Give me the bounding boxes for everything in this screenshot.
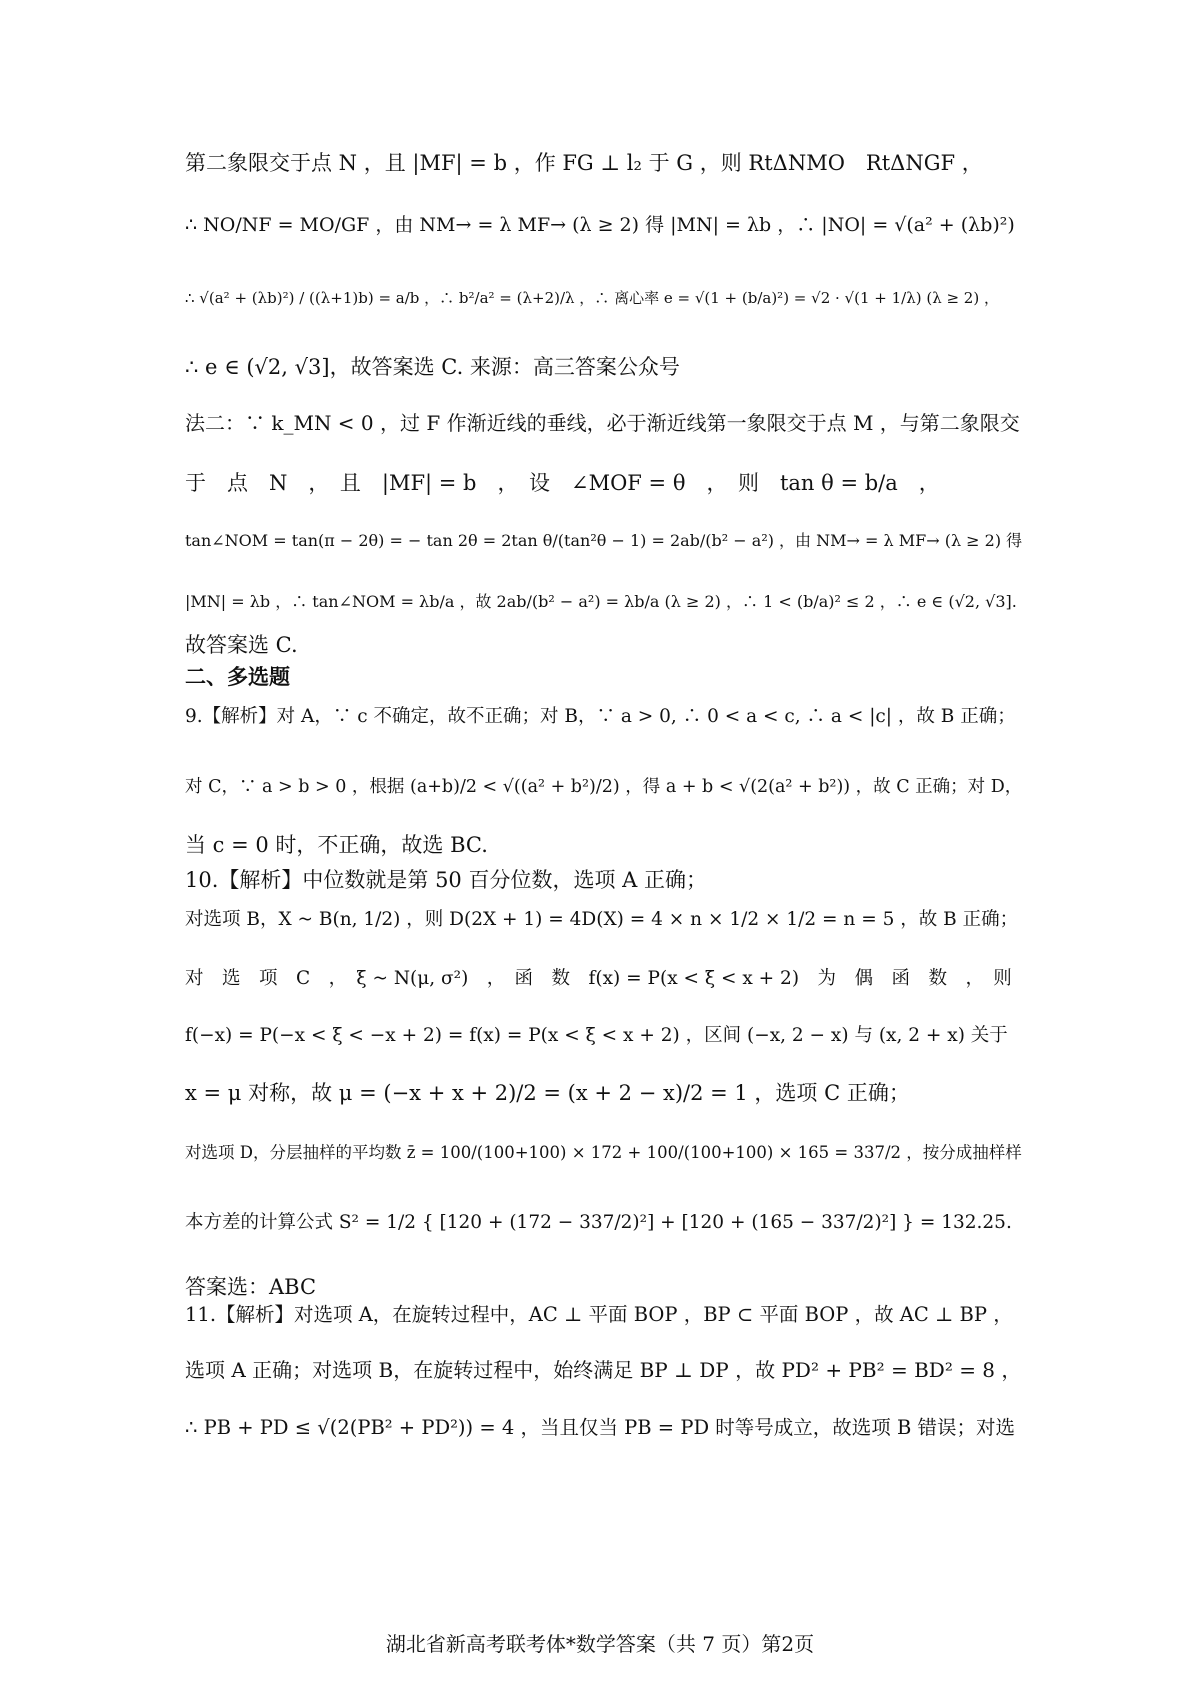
text-line-22: 11.【解析】对选项 A，在旋转过程中，AC ⊥ 平面 BOP ，BP ⊂ 平面 BOP ，故 AC ⊥ BP ， [185, 1303, 1013, 1326]
text-line-3: ∴ √(a² + (λb)²) / ((λ+1)b) = a/b ，∴ b²/a² = (λ+2)/λ ，∴ 离心率 e = √(1 + (b/a)²) = √2 · √(1 + 1/λ) (λ ≥ 2) ， [185, 289, 999, 307]
text-line-7: tan∠NOM = tan(π − 2θ) = − tan 2θ = 2tan θ/(tan²θ − 1) = 2ab/(b² − a²) ，由 NM→ = λ MF→ (λ ≥ 2) 得 [185, 531, 1023, 550]
text-line-5: 法二：∵ k_MN < 0 ，过 F 作渐近线的垂线，必于渐近线第一象限交于点 M ，与第二象限交 [185, 411, 1020, 435]
text-line-9: 故答案选 C. [185, 633, 298, 657]
text-line-17: f(−x) = P(−x < ξ < −x + 2) = f(x) = P(x < ξ < x + 2) ，区间 (−x, 2 − x) 与 (x, 2 + x) 关于 [185, 1025, 1008, 1046]
text-line-16: 对 选 项 C ， ξ ~ N(μ, σ²) ， 函 数 f(x) = P(x < ξ < x + 2) 为 偶 函 数 ， 则 [185, 968, 1012, 989]
page-footer: 湖北省新高考联考体*数学答案（共 7 页）第2页 [385, 1632, 815, 1656]
text-line-19: 对选项 D，分层抽样的平均数 z̄ = 100/(100+100) × 172 + 100/(100+100) × 165 = 337/2 ，按分成抽样样 [185, 1143, 1022, 1162]
text-line-23: 选项 A 正确；对选项 B，在旋转过程中，始终满足 BP ⊥ DP ，故 PD² + PB² = BD² = 8 ， [185, 1358, 1022, 1382]
text-line-21: 答案选：ABC [185, 1275, 317, 1299]
text-line-15: 对选项 B，X ~ B(n, 1/2) ，则 D(2X + 1) = 4D(X) = 4 × n × 1/2 × 1/2 = n = 5 ，故 B 正确； [185, 909, 1019, 930]
section-heading: 二、多选题 [185, 665, 290, 689]
text-line-11: 9.【解析】对 A，∵ c 不确定，故不正确；对 B，∵ a > 0, ∴ 0 < a < c, ∴ a < |c| ，故 B 正确； [185, 706, 1016, 727]
text-line-2: ∴ NO/NF = MO/GF ，由 NM→ = λ MF→ (λ ≥ 2) 得 |MN| = λb ，∴ |NO| = √(a² + (λb)²) [185, 214, 1015, 236]
text-line-14: 10.【解析】中位数就是第 50 百分位数，选项 A 正确； [185, 868, 707, 892]
text-line-4: ∴ e ∈ (√2, √3]，故答案选 C. 来源：高三答案公众号 [185, 355, 680, 379]
text-line-24: ∴ PB + PD ≤ √(2(PB² + PD²)) = 4 ，当且仅当 PB = PD 时等号成立，故选项 B 错误；对选 [185, 1416, 1016, 1439]
text-line-12: 对 C，∵ a > b > 0 ，根据 (a+b)/2 < √((a² + b²)/2) ，得 a + b < √(2(a² + b²)) ，故 C 正确；对 D， [185, 777, 1023, 797]
text-line-1: 第二象限交于点 N ，且 |MF| = b ，作 FG ⊥ l₂ 于 G ，则 RtΔNMO RtΔNGF ， [185, 151, 983, 175]
text-line-6: 于 点 N ， 且 |MF| = b ， 设 ∠MOF = θ ， 则 tan θ = b/a ， [185, 471, 940, 495]
text-line-20: 本方差的计算公式 S² = 1/2 { [120 + (172 − 337/2)²] + [120 + (165 − 337/2)²] } = 132.25. [185, 1212, 1012, 1233]
text-line-13: 当 c = 0 时，不正确，故选 BC. [185, 833, 488, 857]
text-line-18: x = μ 对称，故 μ = (−x + x + 2)/2 = (x + 2 − x)/2 = 1 ，选项 C 正确； [185, 1081, 910, 1105]
text-line-8: |MN| = λb ，∴ tan∠NOM = λb/a ，故 2ab/(b² − a²) = λb/a (λ ≥ 2) ，∴ 1 < (b/a)² ≤ 2 ，∴ e ∈ (√2, √3]. [185, 592, 1017, 611]
